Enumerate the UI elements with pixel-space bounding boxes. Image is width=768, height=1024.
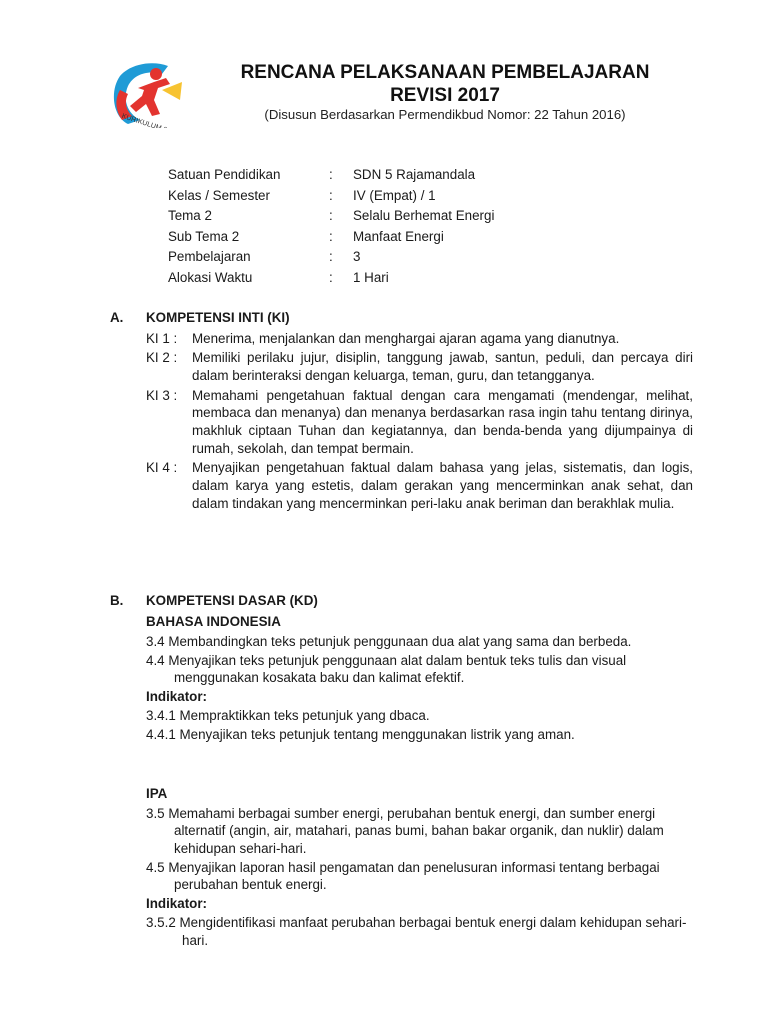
info-label: Kelas / Semester [168,187,270,203]
bahasa-indonesia-block [146,613,706,745]
section-title: KOMPETENSI DASAR (KD) [146,593,318,608]
info-value: 3 [353,249,361,265]
kd-item: 4.5 Menyajikan laporan hasil pengamatan dan penelusuran informasi tentang berbagai perubahan bentuk energi. [146,859,660,893]
ki-number: KI 2 : [146,350,178,366]
kurikulum-2013-logo [108,60,190,128]
ki-list [146,330,693,514]
ki-text: Memiliki perilaku jujur, disiplin, tanggung jawab, santun, peduli, dan percaya diri dalam berinteraksi dengan keluarga, teman, guru, dan tetangganya. [192,350,693,384]
identity-table [168,165,494,289]
info-colon: : [329,167,333,182]
info-label: Pembelajaran [168,249,251,265]
ipa-block [146,785,706,950]
info-colon: : [329,187,333,203]
kd-item: 3.4 Membandingkan teks petunjuk penggunaan dua alat yang sama dan berbeda. [146,633,632,649]
info-row [168,206,494,227]
info-value: SDN 5 Rajamandala [353,167,476,182]
info-label: Sub Tema 2 [168,228,240,244]
indikator-item: 4.4.1 Menyajikan teks petunjuk tentang menggunakan listrik yang aman. [146,727,575,743]
doc-title-line1: RENCANA PELAKSANAAN PEMBELAJARAN [240,62,650,83]
info-row [168,165,494,186]
indikator-item: 3.5.2 Mengidentifikasi manfaat perubahan berbagai bentuk energi dalam kehidupan sehari-hari. [146,915,687,948]
section-letter: B. [110,593,124,608]
info-colon: : [329,208,333,224]
indikator-label: Indikator: [146,689,208,705]
ki-text: Menerima, menjalankan dan menghargai ajaran agama yang dianutnya. [192,331,620,346]
ki-text: Memahami pengetahuan faktual dengan cara mengamati (mendengar, melihat, membaca dan menanya) dan menanya berdasarkan rasa ingin tahu tentang dirinya, makhluk ciptaan Tuhan dan kegiatannya, dan benda-benda yang dijumpainya di rumah, sekolah, dan tempat bermain. [192,387,693,456]
info-label: Tema 2 [168,208,212,224]
ki-item [146,387,693,458]
info-row [168,268,494,289]
ki-text: Menyajikan pengetahuan faktual dalam bahasa yang jelas, sistematis, dan logis, dalam karya yang estetis, dalam gerakan yang mencerminkan anak sehat, dan dalam tindakan yang mencerminkan peri-laku anak beriman dan berakhlak mulia. [192,460,693,511]
doc-title-line2: REVISI 2017 [390,85,500,106]
ki-number: KI 3 : [146,387,178,403]
ki-item [146,349,693,385]
section-letter: A. [110,310,124,325]
info-colon: : [329,228,333,244]
info-value: 1 Hari [353,269,389,285]
section-b-heading [110,593,318,608]
ki-number: KI 4 : [146,460,178,476]
info-colon: : [329,269,333,285]
subject-title: IPA [146,786,168,801]
info-value: Selalu Berhemat Energi [353,208,495,224]
indikator-item: 3.4.1 Mempraktikkan teks petunjuk yang dbaca. [146,708,430,724]
section-a-heading [110,310,290,325]
info-label: Alokasi Waktu [168,269,253,285]
section-title: KOMPETENSI INTI (KI) [146,310,290,325]
subject-title: BAHASA INDONESIA [146,614,281,629]
ki-number: KI 1 : [146,331,178,346]
ki-item [146,330,693,348]
kd-item: 3.5 Memahami berbagai sumber energi, perubahan bentuk energi, dan sumber energi alternatif (angin, air, matahari, panas bumi, bahan bakar organik, dan nuklir) dalam kehidupan sehari-hari. [146,805,664,856]
info-row [168,227,494,248]
indikator-label: Indikator: [146,896,208,912]
doc-subtitle: (Disusun Berdasarkan Permendikbud Nomor: 22 Tahun 2016) [264,107,626,122]
info-label: Satuan Pendidikan [168,167,281,182]
info-colon: : [329,249,333,265]
info-row [168,247,494,268]
info-row [168,186,494,207]
info-value: Manfaat Energi [353,228,444,244]
svg-text:KURIKULUM 2013: KURIKULUM 2013 [120,112,179,128]
ki-item [146,459,693,512]
info-value: IV (Empat) / 1 [353,187,436,203]
kd-item: 4.4 Menyajikan teks petunjuk penggunaan alat dalam bentuk teks tulis dan visual menggunakan kosakata baku dan kalimat efektif. [146,652,627,686]
